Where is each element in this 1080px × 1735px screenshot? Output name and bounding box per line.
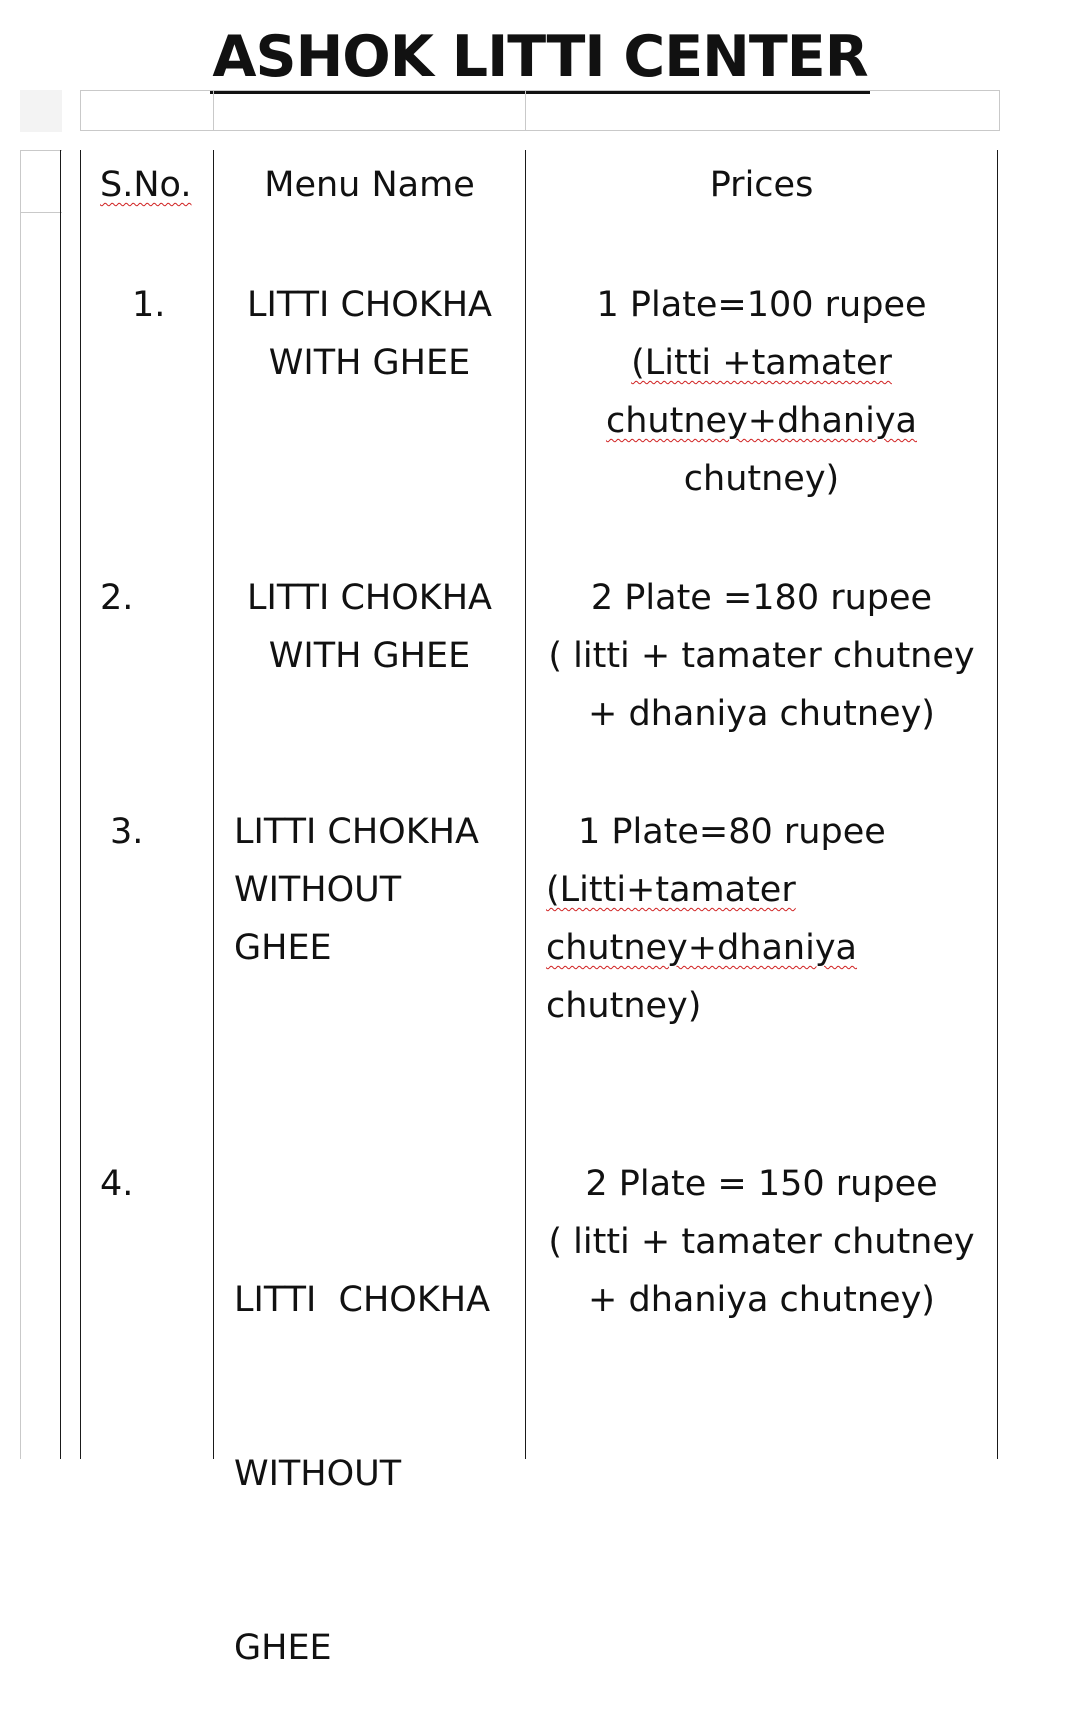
row-2-name-line: WITH GHEE (268, 636, 471, 676)
row-2-price-line: + dhaniya chutney) (588, 694, 935, 734)
margin-line (20, 150, 62, 151)
row-1-price-line: chutney) (683, 459, 840, 499)
empty-table-row (80, 90, 1000, 131)
row-4-price (526, 1155, 997, 1329)
margin-line (20, 150, 21, 1459)
row-4-name-line: WITHOUT (234, 1454, 402, 1494)
header-menu-name: Menu Name (264, 165, 475, 205)
row-2-name (214, 569, 525, 685)
row-1-price-line-text: (Litti +tamater (631, 343, 892, 383)
row-3-price (546, 803, 996, 1035)
header-sno (100, 156, 191, 214)
row-3-name-line: LITTI CHOKHA (234, 812, 479, 852)
empty-row-divider (525, 91, 526, 130)
row-2-price-line: 2 Plate =180 rupee (590, 578, 933, 618)
row-1-price-line: 1 Plate=100 rupee (596, 285, 927, 325)
row-2-sno: 2. (100, 578, 134, 618)
row-3-price-line (546, 919, 996, 977)
row-1-name-line: LITTI CHOKHA (247, 285, 492, 325)
row-1-sno: 1. (132, 285, 166, 325)
row-2-name-line: LITTI CHOKHA (247, 578, 492, 618)
margin-line (20, 212, 62, 213)
row-1-name (214, 276, 525, 392)
row-2-price (526, 569, 997, 743)
row-1-price-line (526, 392, 997, 450)
row-3-name-line: WITHOUT (234, 870, 402, 910)
row-2-price-line: ( litti + tamater chutney (548, 636, 975, 676)
row-4-name (234, 1155, 524, 1735)
row-3-price-line: 1 Plate=80 rupee (578, 812, 886, 852)
title-text: ASHOK LITTI CENTER (210, 24, 869, 94)
row-1-name-line: WITH GHEE (268, 343, 471, 383)
header-sno-text: S.No. (100, 165, 192, 205)
row-3-price-line-text: (Litti+tamater (546, 870, 796, 910)
table-border-right (997, 150, 998, 1459)
header-prices: Prices (709, 165, 814, 205)
row-1-price (526, 276, 997, 508)
row-4-price-line: 2 Plate = 150 rupee (585, 1164, 938, 1204)
row-4-price-line: ( litti + tamater chutney (548, 1222, 975, 1262)
row-3-price-line-text: chutney+dhaniya (546, 928, 858, 968)
table-border-left (80, 150, 81, 1459)
row-1-price-line-text: chutney+dhaniya (605, 401, 917, 441)
empty-row-divider (213, 91, 214, 130)
row-3-price-line: chutney) (546, 986, 702, 1026)
row-4-name-line: LITTI CHOKHA (234, 1280, 491, 1320)
row-3-name (234, 803, 524, 977)
row-3-price-line (546, 861, 996, 919)
row-4-sno: 4. (100, 1164, 134, 1204)
empty-cell-shade (20, 90, 62, 132)
table-border-left-outer (60, 150, 61, 1459)
row-3-name-line: GHEE (234, 928, 332, 968)
row-3-sno: 3. (110, 812, 144, 852)
row-4-name-line: GHEE (234, 1628, 332, 1668)
page-title (0, 18, 1080, 96)
row-1-price-line (526, 334, 997, 392)
row-4-price-line: + dhaniya chutney) (588, 1280, 935, 1320)
